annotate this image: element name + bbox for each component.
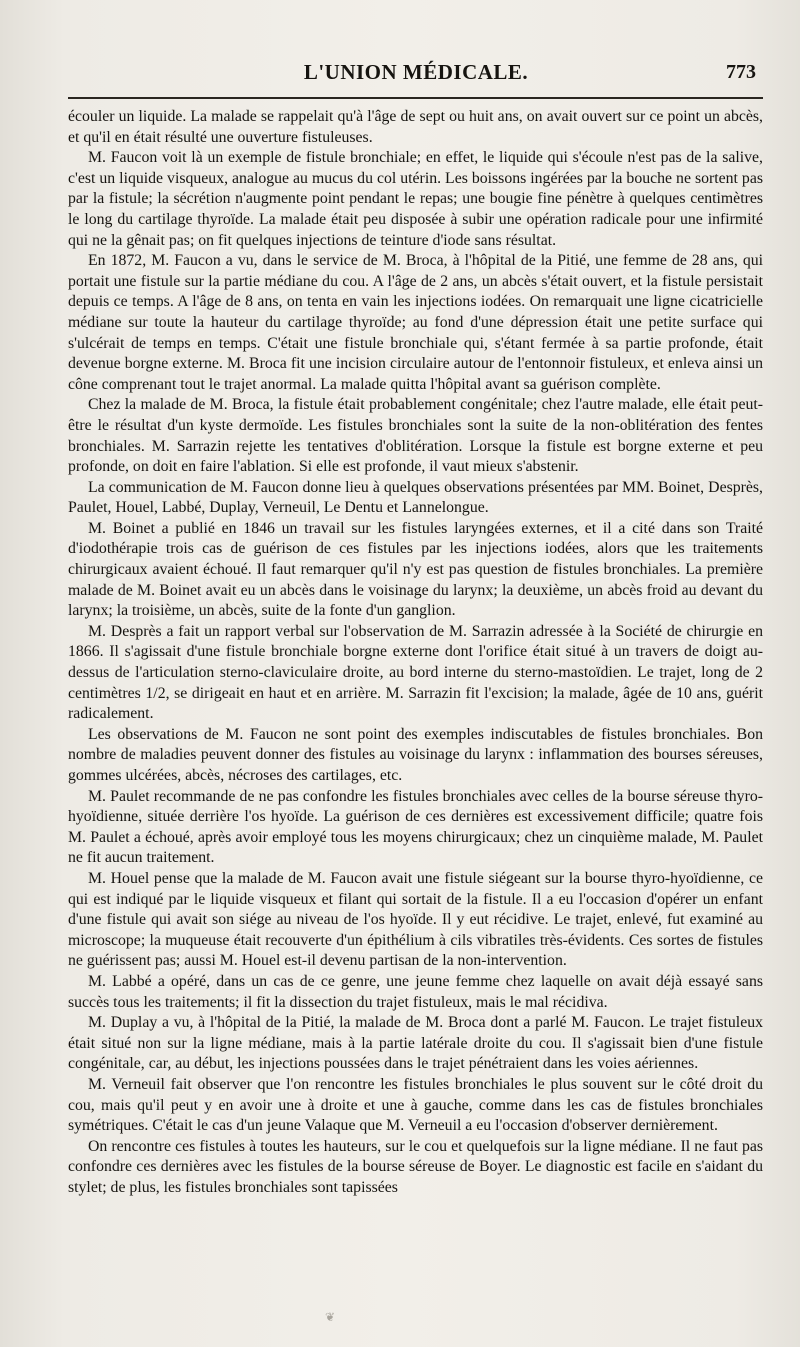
paragraph: M. Boinet a publié en 1846 un travail sur les fistules laryngées externes, et il a cité dans son Traité d'iodothérapie trois cas de guérison de ces fistules par les injections iodées, alors que les traitements chirurgicaux avaient échoué. Il faut remarquer qu'il n'y est pas question de fistules bronchiales. La première malade de M. Boinet avait eu un abcès dans le voisinage du larynx; la deuxième, un abcès froid au devant du larynx; la troisième, un abcès, suite de la fonte d'un ganglion.	[68, 519, 763, 620]
paragraph: M. Houel pense que la malade de M. Faucon avait une fistule siégeant sur la bourse thyro-hyoïdienne, ce qui est indiqué par le liquide visqueux et filant qui sortait de la fistule. Il a eu l'occasion d'opérer un enfant d'une fistule qui avait son siége au niveau de l'os hyoïde. Il y eut récidive. Le trajet, enlevé, fut examiné au microscope; la muqueuse était recouverte d'un épithélium à cils vibratiles très-évidents. Ces sortes de fistules ne guérissent pas; aussi M. Houel est-il devenu partisan de la non-intervention.	[68, 869, 763, 970]
paragraph: En 1872, M. Faucon a vu, dans le service de M. Broca, à l'hôpital de la Pitié, une femme de 28 ans, qui portait une fistule sur la partie médiane du cou. A l'âge de 2 ans, un abcès s'était ouvert, et la fistule persistait depuis ce temps. A l'âge de 8 ans, on tenta en vain les injections iodées. On remarquait une ligne cicatricielle médiane sur toute la hauteur du cartilage thyroïde; au fond d'une dépression était une petite surface qui s'ulcérait de temps en temps. C'était une fistule bronchiale qui, s'étant fermée à sa partie profonde, était devenue borgne externe. M. Broca fit une incision circulaire autour de l'entonnoir fistuleux, et enleva ainsi un cône comprenant tout le trajet anormal. La malade quitta l'hôpital avant sa guérison complète.	[68, 252, 763, 393]
ornament-mark: ❦	[324, 1310, 336, 1324]
paragraph: M. Verneuil fait observer que l'on rencontre les fistules bronchiales le plus souvent sur le côté droit du cou, mais qu'il peut y en avoir une à droite et une à gauche, comme dans les cas de fistules bronchiales symétriques. C'était le cas d'un jeune Valaque que M. Verneuil a eu l'occasion d'observer dernièrement.	[68, 1075, 763, 1135]
paragraph: écouler un liquide. La malade se rappelait qu'à l'âge de sept ou huit ans, on avait ouvert sur ce point un abcès, et qu'il en était résulté une ouverture fistuleuses.	[68, 108, 763, 146]
page-header	[68, 58, 764, 92]
paragraph: Chez la malade de M. Broca, la fistule était probablement congénitale; chez l'autre malade, elle était peut-être le résultat d'un kyste dermoïde. Les fistules bronchiales sont la suite de la non-oblitération des fentes bronchiales. M. Sarrazin rejette les tentatives d'oblitération. Lorsque la fistule est borgne externe et peu profonde, on doit en faire l'ablation. Si elle est profonde, il vaut mieux s'abstenir.	[68, 396, 763, 476]
paragraph: La communication de M. Faucon donne lieu à quelques observations présentées par MM. Boinet, Desprès, Paulet, Houel, Labbé, Duplay, Verneuil, Le Dentu et Lannelongue.	[68, 478, 763, 517]
page-number: 773	[726, 61, 756, 83]
paragraph: Les observations de M. Faucon ne sont point des exemples indiscutables de fistules bronchiales. Bon nombre de maladies peuvent donner des fistules au voisinage du larynx : inflammation des bourses séreuses, gommes ulcérées, abcès, nécroses des cartilages, etc.	[68, 725, 763, 784]
article-body	[68, 107, 763, 1198]
paragraph: On rencontre ces fistules à toutes les hauteurs, sur le cou et quelquefois sur la ligne médiane. Il ne faut pas confondre ces dernières avec les fistules de la bourse séreuse de Boyer. Le diagnostic est facile en s'aidant du stylet; de plus, les fistules bronchiales sont tapissées	[68, 1137, 763, 1196]
running-title: L'UNION MÉDICALE.	[303, 60, 529, 84]
paragraph: M. Paulet recommande de ne pas confondre les fistules bronchiales avec celles de la bourse séreuse thyro-hyoïdienne, située derrière l'os hyoïde. La guérison de ces dernières est excessivement difficile; quatre fois M. Paulet a échoué, après avoir employé tous les moyens chirurgicaux; chez un cinquième malade, M. Paulet ne fit aucun traitement.	[68, 787, 763, 867]
paragraph: M. Duplay a vu, à l'hôpital de la Pitié, la malade de M. Broca dont a parlé M. Faucon. Le trajet fistuleux était situé non sur la ligne médiane, mais à la partie latérale droite du cou. Il s'agissait bien d'une fistule congénitale, car, au début, les injections poussées dans le trajet pénétraient dans les voies aériennes.	[68, 1014, 763, 1073]
paragraph: M. Desprès a fait un rapport verbal sur l'observation de M. Sarrazin adressée à la Société de chirurgie en 1866. Il s'agissait d'une fistule bronchiale borgne externe dont l'orifice était situé à un travers de doigt au-dessus de l'articulation sterno-claviculaire droite, au bord interne du sterno-mastoïdien. Le trajet, long de 2 centimètres 1/2, se dirigeait en haut et en arrière. M. Sarrazin fit l'excision; la malade, âgée de 10 ans, guérit radicalement.	[68, 622, 763, 723]
paragraph: M. Labbé a opéré, dans un cas de ce genre, une jeune femme chez laquelle on avait déjà essayé sans succès tous les traitements; il fit la dissection du trajet fistuleux, mais le mal récidiva.	[68, 972, 763, 1011]
header-rule	[68, 97, 763, 99]
paragraph: M. Faucon voit là un exemple de fistule bronchiale; en effet, le liquide qui s'écoule n'est pas de la salive, c'est un liquide visqueux, analogue au mucus du col utérin. Les boissons ingérées par la bouche ne sortent pas par la fistule; la sécrétion n'augmente point pendant le repas; une bougie fine pénètre à quelques centimètres le long du cartilage thyroïde. La malade était peu disposée à subir une opération radicale pour une infirmité qui ne la gênait pas; on fit quelques injections de teinture d'iode sans résultat.	[68, 149, 763, 249]
